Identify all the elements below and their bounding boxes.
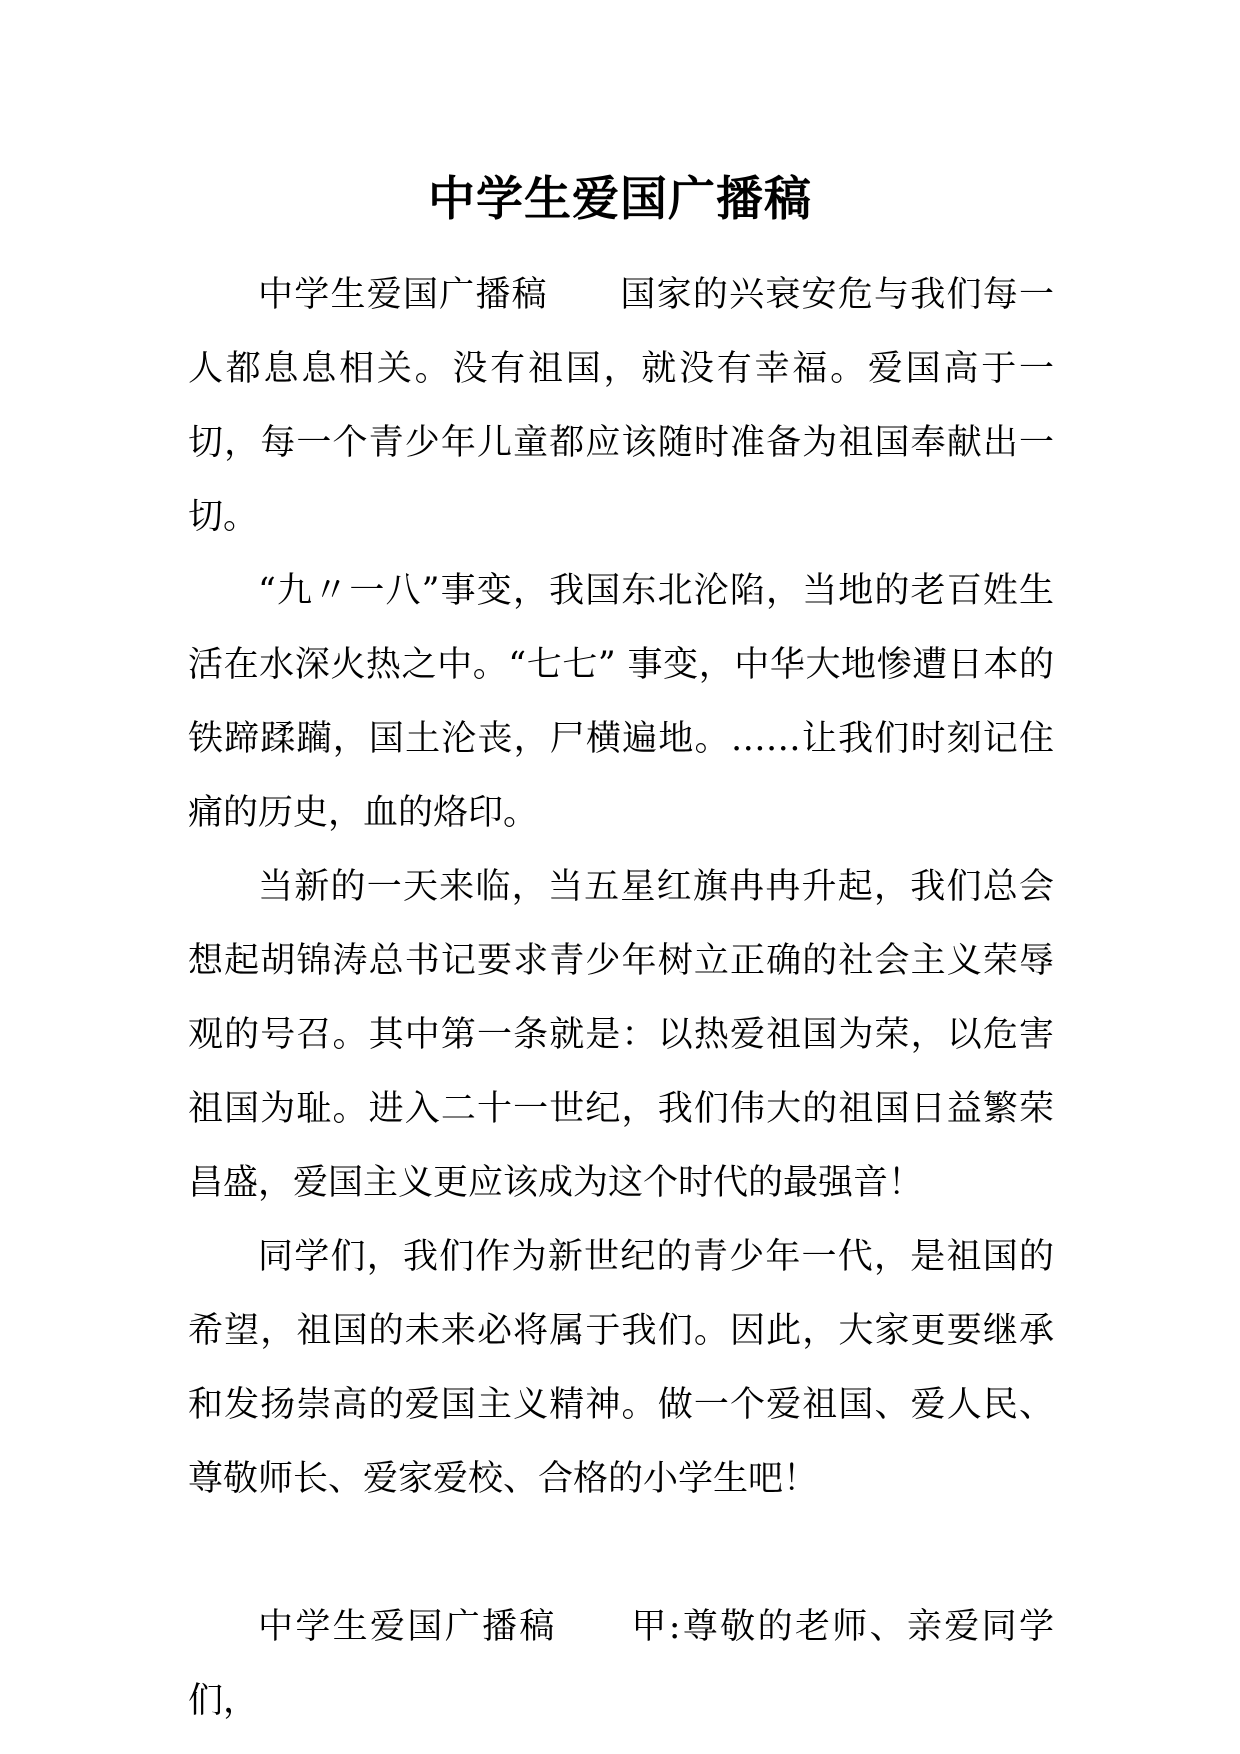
document-title: 中学生爱国广播稿 xyxy=(428,172,812,227)
paragraph-3: 当新的一天来临，当五星红旗冉冉升起，我们总会想起胡锦涛总书记要求青少年树立正确的社会主义荣辱观的号召。其中第一条就是：以热爱祖国为荣，以危害祖国为耻。进入二十一世纪，我们伟大的祖国日益繁荣昌盛，爱国主义更应该成为这个时代的最强音！ xyxy=(188,867,1054,1203)
paragraph-4: 同学们，我们作为新世纪的青少年一代，是祖国的希望，祖国的未来必将属于我们。因此，大家更要继承和发扬崇高的爱国主义精神。做一个爱祖国、爱人民、尊敬师长、爱家爱校、合格的小学生吧！ xyxy=(188,1237,1054,1499)
paragraph-2: “九〃一八”事变，我国东北沦陷，当地的老百姓生活在水深火热之中。“七七” 事变，中华大地惨遭日本的铁蹄蹂躏，国土沦丧，尸横遍地。……让我们时刻记住痛的历史，血的烙印。 xyxy=(188,571,1054,833)
paragraph-1: 中学生爱国广播稿 国家的兴衰安危与我们每一人都息息相关。没有祖国，就没有幸福。爱国高于一切，每一个青少年儿童都应该随时准备为祖国奉献出一切。 xyxy=(188,275,1054,537)
paragraph-5: 中学生爱国广播稿 甲:尊敬的老师、亲爱同学们， xyxy=(188,1607,1054,1721)
document-body xyxy=(188,258,1054,1738)
